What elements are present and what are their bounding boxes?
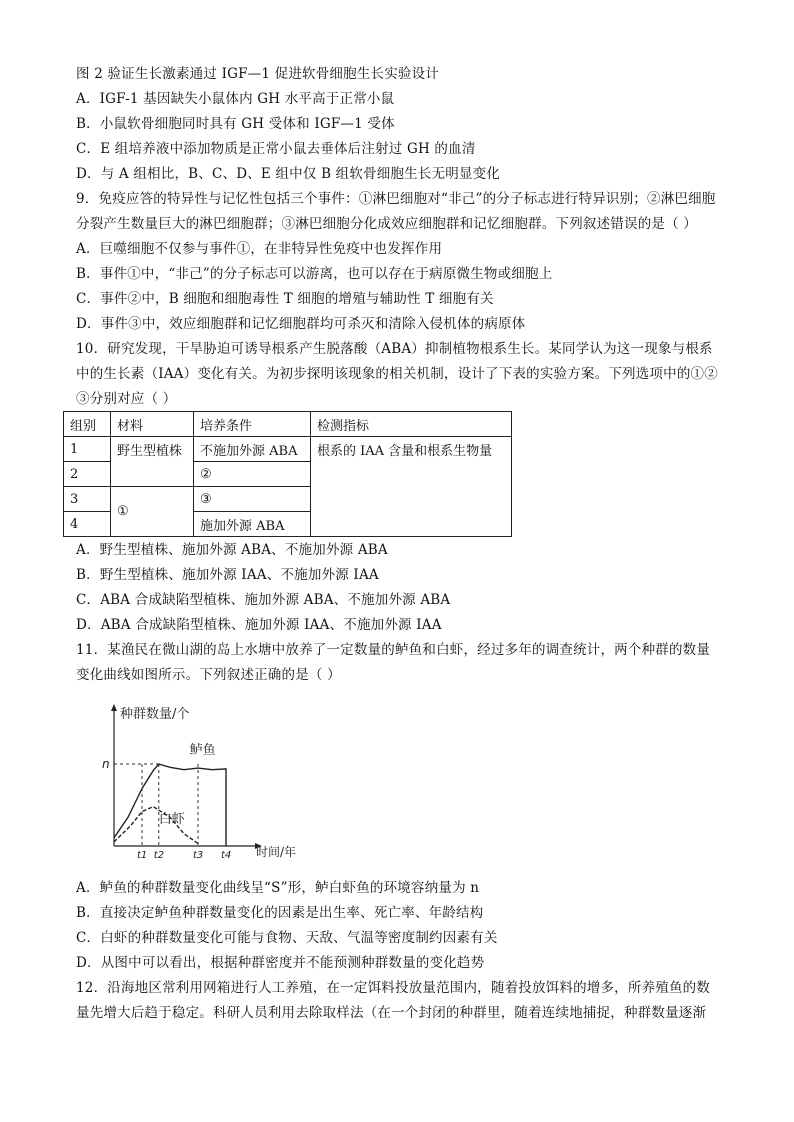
cell-material: 野生型植株 bbox=[111, 437, 194, 487]
series-label: 白虾 bbox=[158, 812, 185, 828]
q12-stem-line1: 12．沿海地区常利用网箱进行人工养殖，在一定饵料投放量范围内，随着投放饵料的增多，所养殖鱼的数 bbox=[76, 980, 711, 996]
q11-option-c: C．白虾的种群数量变化可能与食物、天敌、气温等密度制约因素有关 bbox=[76, 930, 498, 946]
cell-group: 4 bbox=[64, 512, 111, 537]
figure-caption: 图 2 验证生长激素通过 IGF—1 促进软骨细胞生长实验设计 bbox=[76, 66, 440, 82]
q11-option-d: D．从图中可以看出，根据种群密度并不能预测种群数量的变化趋势 bbox=[76, 955, 485, 971]
q10-stem-line2: 中的生长素（IAA）变化有关。为初步探明该现象的相关机制，设计了下表的实验方案。下列选项中的①② bbox=[76, 366, 718, 382]
plot-area bbox=[114, 742, 231, 860]
cell-condition: 施加外源 ABA bbox=[194, 512, 311, 537]
q11-stem-line2: 变化曲线如图所示。下列叙述正确的是（ ） bbox=[76, 667, 341, 683]
y-axis-label: 种群数量/个 bbox=[120, 707, 190, 722]
q10-option-a: A．野生型植株、施加外源 ABA、不施加外源 ABA bbox=[76, 542, 388, 558]
cell-material: ① bbox=[111, 487, 194, 537]
q10-option-b: B．野生型植株、施加外源 IAA、不施加外源 IAA bbox=[76, 567, 379, 583]
q8-option-b: B．小鼠软骨细胞同时具有 GH 受体和 IGF—1 受体 bbox=[76, 116, 395, 132]
cell-condition: ② bbox=[194, 462, 311, 487]
table-header-row bbox=[64, 412, 512, 437]
series-line-perch bbox=[114, 764, 226, 846]
q9-option-d: D．事件③中，效应细胞群和记忆细胞群均可杀灭和清除入侵机体的病原体 bbox=[76, 316, 526, 332]
y-axis-arrow bbox=[111, 704, 117, 711]
cell-group: 1 bbox=[64, 437, 111, 462]
cell-condition: ③ bbox=[194, 487, 311, 512]
y-tick-n: n bbox=[102, 757, 110, 771]
q9-option-a: A．巨噬细胞不仅参与事件①，在非特异性免疫中也发挥作用 bbox=[76, 241, 443, 257]
q10-stem-line3: ③分别对应（ ） bbox=[76, 391, 177, 407]
series-label: 鲈鱼 bbox=[189, 743, 216, 759]
q10-stem-line1: 10．研究发现，干旱胁迫可诱导根系产生脱落酸（ABA）抑制植物根系生长。某同学认为这一现象与根系 bbox=[76, 341, 713, 357]
q9-stem-line2: 分裂产生数量巨大的淋巴细胞群；③淋巴细胞分化成效应细胞群和记忆细胞群。下列叙述错误的是（ ） bbox=[76, 216, 697, 232]
q8-option-c: C．E 组培养液中添加物质是正常小鼠去垂体后注射过 GH 的血清 bbox=[76, 141, 476, 157]
header-material: 材料 bbox=[111, 412, 194, 437]
q10-option-d: D．ABA 合成缺陷型植株、施加外源 IAA、不施加外源 IAA bbox=[76, 617, 442, 633]
q10-option-c: C．ABA 合成缺陷型植株、施加外源 ABA、不施加外源 ABA bbox=[76, 592, 451, 608]
header-indicator: 检测指标 bbox=[311, 412, 512, 437]
cell-group: 2 bbox=[64, 462, 111, 487]
x-axis-label: 时间/年 bbox=[256, 845, 297, 859]
q9-option-b: B．事件①中，“非己”的分子标志可以游离，也可以存在于病原微生物或细胞上 bbox=[76, 266, 553, 282]
x-tick-label: t3 bbox=[193, 850, 204, 860]
q11-stem-line1: 11．某渔民在微山湖的岛上水塘中放养了一定数量的鲈鱼和白虾，经过多年的调查统计，两个种群的数量 bbox=[76, 642, 711, 658]
q11-option-b: B．直接决定鲈鱼种群数量变化的因素是出生率、死亡率、年龄结构 bbox=[76, 905, 484, 921]
header-condition: 培养条件 bbox=[194, 412, 311, 437]
q9-option-c: C．事件②中，B 细胞和细胞毒性 T 细胞的增殖与辅助性 T 细胞有关 bbox=[76, 291, 494, 307]
cell-indicator: 根系的 IAA 含量和根系生物量 bbox=[311, 437, 512, 537]
population-chart-svg bbox=[86, 700, 326, 860]
q11-option-a: A．鲈鱼的种群数量变化曲线呈“S”形，鲈白虾鱼的环境容纳量为 n bbox=[76, 880, 480, 896]
experiment-table bbox=[63, 411, 512, 537]
series-line-shrimp bbox=[114, 807, 198, 844]
q9-stem-line1: 9．免疫应答的特异性与记忆性包括三个事件：①淋巴细胞对“非己”的分子标志进行特异识别；②淋巴细胞 bbox=[76, 191, 716, 207]
x-tick-label: t2 bbox=[153, 850, 165, 860]
x-tick-label: t1 bbox=[137, 850, 148, 860]
cell-group: 3 bbox=[64, 487, 111, 512]
table-row bbox=[64, 437, 512, 462]
q8-option-d: D．与 A 组相比，B、C、D、E 组中仅 B 组软骨细胞生长无明显变化 bbox=[76, 166, 501, 182]
q12-stem-line2: 量先增大后趋于稳定。科研人员利用去除取样法（在一个封闭的种群里，随着连续地捕捉，种群数量逐渐 bbox=[76, 1005, 707, 1021]
header-group: 组别 bbox=[64, 412, 111, 437]
population-chart bbox=[86, 700, 326, 860]
cell-condition: 不施加外源 ABA bbox=[194, 437, 311, 462]
x-tick-label: t4 bbox=[221, 850, 232, 860]
q8-option-a: A．IGF-1 基因缺失小鼠体内 GH 水平高于正常小鼠 bbox=[76, 91, 395, 107]
